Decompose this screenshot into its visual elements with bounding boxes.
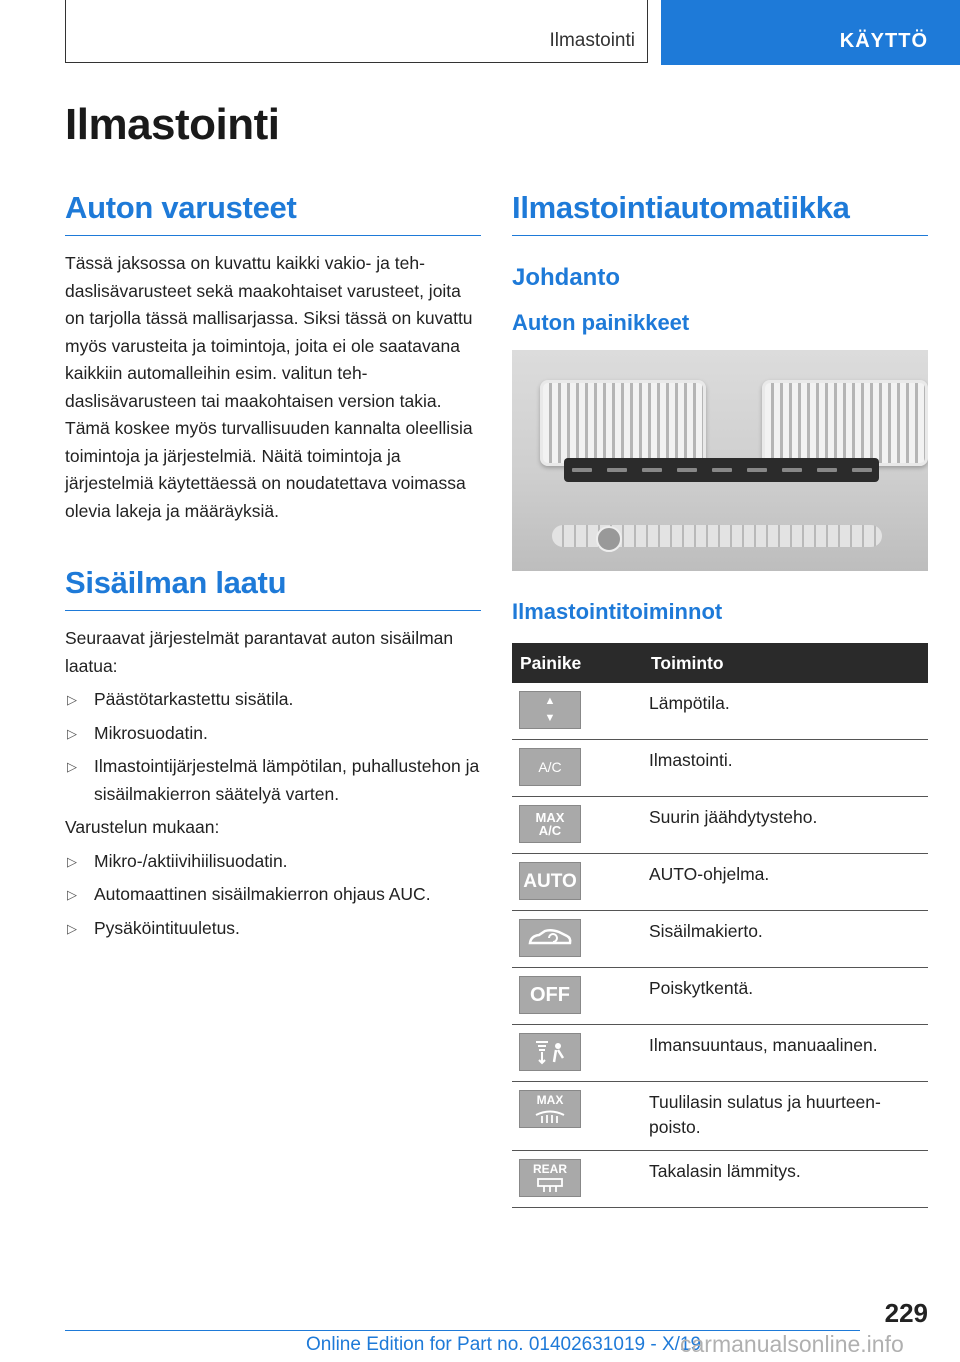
- max-ac-icon: MAX A/C: [519, 805, 581, 843]
- equipment-paragraph: Tässä jaksossa on kuvattu kaikki vakio- ja tehdaslisävarusteet sekä maakohtaiset varusteet, joita on tarjolla tässä mallisarjassa. Siksi tässä on kuvattu myös varusteita ja toimintoja, joita ei ole saatavana kaikkiin automalleihin esim. valitun tehdaslisävarusteen tai maakohtaisen version takia. Tämä koskee myös turvallisuuden kannalta oleellisia toimintoja ja järjestelmiä. Näitä toimintoja ja järjestelmiä käytettäessä on noudatettava voimassa olevia lakeja ja määräyksiä.: [65, 253, 473, 521]
- triangle-bullet-icon: ▷: [67, 725, 77, 741]
- climate-panel-photo: [512, 350, 928, 571]
- air-vent-right: [762, 380, 928, 466]
- heading-equipment: Auton varusteet: [65, 190, 481, 236]
- header-section-title: Ilmastointi: [549, 30, 635, 51]
- air-vent-left: [540, 380, 706, 466]
- equipment-dependent: Varustelun mukaan:: [65, 817, 220, 837]
- climate-functions-table: [512, 643, 928, 1208]
- page-number: 229: [884, 1298, 928, 1328]
- right-column: [512, 190, 928, 1208]
- temperature-arrows-icon: ▲ ▼: [519, 691, 581, 729]
- triangle-bullet-icon: ▷: [67, 920, 77, 936]
- table-row: Sisäilmakierto.: [512, 911, 928, 968]
- list-item: ▷ Pysäköintituuletus.: [65, 915, 481, 943]
- heading-introduction: Johdanto: [512, 264, 620, 291]
- list-item: ▷ Päästötarkastettu sisätila.: [65, 686, 481, 714]
- triangle-bullet-icon: ▷: [67, 759, 77, 774]
- rear-defrost-icon: REAR: [519, 1159, 581, 1197]
- triangle-bullet-icon: ▷: [67, 692, 77, 707]
- heading-air-quality: Sisäilman laatu: [65, 565, 481, 611]
- column-header-button: Painike: [512, 643, 643, 683]
- air-intro: Seuraavat järjestelmät parantavat auton sisäilman laatua:: [65, 628, 454, 676]
- list-item: ▷ Automaattinen sisäilmakierron ohjaus AUC.: [65, 881, 481, 909]
- heading-climate-functions: Ilmastointitoiminnot: [512, 599, 723, 624]
- table-row: OFF Poiskytkentä.: [512, 968, 928, 1025]
- off-icon: OFF: [519, 976, 581, 1014]
- table-row: REAR Takalasin lämmitys.: [512, 1151, 928, 1208]
- climate-control-panel: [564, 458, 879, 482]
- table-row: MAX A/C Suurin jäähdytysteho.: [512, 797, 928, 854]
- air-quality-list: [65, 686, 481, 808]
- max-defrost-icon: MAX: [519, 1090, 581, 1128]
- list-item: ▷ Mikro-/aktiivihiilisuodatin.: [65, 848, 481, 876]
- triangle-bullet-icon: ▷: [67, 853, 77, 869]
- watermark: carmanualsonline.info: [680, 1331, 904, 1357]
- optional-equipment-list: [65, 848, 481, 943]
- header-chapter-tab[interactable]: KÄYTTÖ: [661, 0, 960, 65]
- heading-automatic-climate: Ilmastointiautomatiikka: [512, 190, 928, 236]
- list-item: ▷ Ilmastointijärjestelmä lämpötilan, puhallustehon ja sisäilmakierron säätelyä varten.: [65, 753, 481, 808]
- column-header-function: Toiminto: [643, 643, 928, 683]
- list-item: ▷ Mikrosuodatin.: [65, 720, 481, 748]
- table-row: MAX Tuulilasin sulatus ja huurteenpoisto.: [512, 1082, 928, 1151]
- triangle-bullet-icon: ▷: [67, 887, 77, 902]
- volume-knob: [596, 526, 622, 552]
- table-row: A/C Ilmastointi.: [512, 740, 928, 797]
- ac-icon: A/C: [519, 748, 581, 786]
- table-row: ▲ ▼ Lämpötila.: [512, 683, 928, 740]
- air-distribution-icon: [519, 1033, 581, 1071]
- footer-edition: Online Edition for Part no. 01402631019 - X/19: [306, 1334, 702, 1355]
- auto-icon: AUTO: [519, 862, 581, 900]
- left-column: [65, 190, 481, 948]
- heading-car-buttons: Auton painikkeet: [512, 310, 690, 335]
- table-row: AUTO AUTO-ohjelma.: [512, 854, 928, 911]
- page-title: Ilmastointi: [65, 100, 280, 149]
- recirculation-icon: [519, 919, 581, 957]
- table-row: Ilmansuuntaus, manuaalinen.: [512, 1025, 928, 1082]
